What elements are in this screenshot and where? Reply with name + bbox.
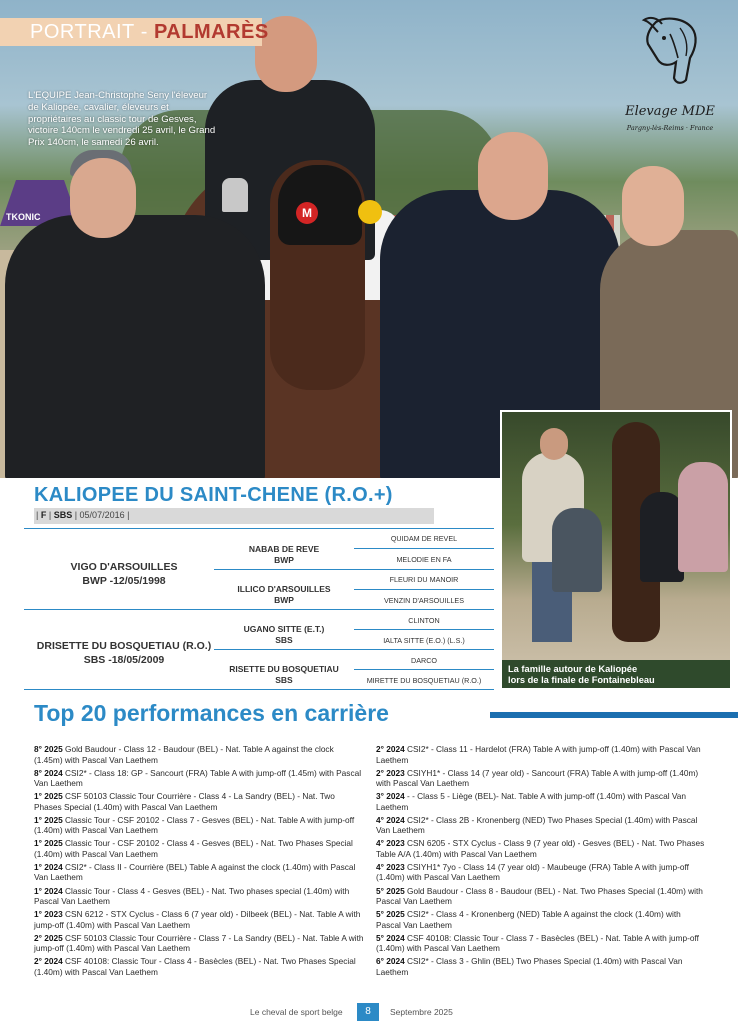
performance-item xyxy=(376,886,706,907)
tent-label: TKONIC xyxy=(6,212,41,222)
man-head xyxy=(540,428,568,460)
performance-rank: 2° 2024 xyxy=(376,744,405,754)
person-left-head xyxy=(70,158,136,238)
performance-rank: 5° 2025 xyxy=(376,885,405,896)
top20-title: Top 20 performances en carrière xyxy=(34,700,389,726)
logo-place: Pargny-lès-Reims · France xyxy=(626,124,714,132)
caption-line: lors de la finale de Fontainebleau xyxy=(508,675,655,685)
grandparent-name: UGANO SITTE (E.T.) xyxy=(243,624,325,634)
section-tag-left: PORTRAIT xyxy=(30,20,135,43)
performance-detail: CSN 6212 - STX Cyclus - Class 6 (7 year old) - Dilbeek (BEL) - Nat. Table A with jump-off (1.40m) with Pascal Van Laethem xyxy=(34,909,361,930)
pedigree-rule xyxy=(24,609,494,610)
pedigree-great-grandparent: VENZIN D'ARSOUILLES xyxy=(383,596,465,605)
performance-rank: 4° 2024 xyxy=(376,814,405,825)
pedigree-rule xyxy=(24,689,494,690)
pedigree-rule xyxy=(354,629,494,630)
rosette-icon xyxy=(358,200,382,224)
performance-detail: Gold Baudour - Class 12 - Baudour (BEL) - Nat. Table A against the clock (1.45m) with Pascal Van Laethem xyxy=(34,744,334,765)
breeder-logo xyxy=(618,14,722,140)
performance-item xyxy=(376,909,706,930)
performance-detail: CSI2* - Class II - Courrière (BEL) Table A against the clock (1.40m) with Pascal Van Laethem xyxy=(34,861,356,883)
hero-caption: L'EQUIPE Jean-Christophe Seny l'éleveur de Kaliopée, cavalier, éleveurs et propriétaires au classic tour de Gesves, victoire 140cm le vendredi 25 avril, le Grand Prix 140cm, le samedi 26 avril. xyxy=(28,90,216,149)
section-tag-separator: - xyxy=(140,20,148,43)
horse-head-icon xyxy=(636,14,706,86)
performance-rank: 1° 2025 xyxy=(34,814,63,825)
top20-rule xyxy=(490,712,738,718)
pedigree-rule xyxy=(354,589,494,590)
performance-item xyxy=(34,909,364,930)
pedigree-rule xyxy=(24,528,494,529)
performance-rank: 1° 2025 xyxy=(34,838,63,849)
issue-date: Septembre 2025 xyxy=(390,1007,453,1017)
pedigree-grandparent xyxy=(214,664,354,685)
top20-list-right xyxy=(376,744,706,980)
performance-item xyxy=(34,744,364,765)
performance-item xyxy=(34,862,364,883)
pedigree-rule xyxy=(354,669,494,670)
performance-rank: 6° 2024 xyxy=(376,956,405,967)
performance-item xyxy=(376,815,706,836)
pedigree-great-grandparent: MELODIE EN FA xyxy=(396,555,452,564)
performance-detail: CSF 50103 Classic Tour Courrière - Class 7 - La Sandry (BEL) - Nat. Table A with jump-off (1.40m) with Pascal Van Laethem xyxy=(34,932,364,954)
performance-detail: CSI2* - Class 18: GP - Sancourt (FRA) Table A with jump-off (1.45m) with Pascal Van Laethem xyxy=(34,767,362,789)
publication-name: Le cheval de sport belge xyxy=(250,1007,343,1017)
performance-detail: CSI2* - Class 3 - Ghlin (BEL) Two Phases Special (1.40m) with Pascal Van Laethem xyxy=(376,956,683,977)
horse-birth: 05/07/2016 xyxy=(79,510,125,520)
bonnet-logo: M xyxy=(296,202,318,224)
performance-rank: 2° 2024 xyxy=(34,956,63,967)
performance-detail: CSIYH1* - Class 14 (7 year old) - Sancourt (FRA) Table A with jump-off (1.40m) with Pascal Van Laethem xyxy=(376,767,699,789)
sire-info: BWP -12/05/1998 xyxy=(82,575,166,587)
performance-detail: - - Class 5 - Liège (BEL)- Nat. Table A with jump-off (1.40m) with Pascal Van Laethem xyxy=(376,791,686,812)
section-tag-right: PALMARÈS xyxy=(153,20,269,43)
performance-detail: CSF 40108: Classic Tour - Class 4 - Basècles (BEL) - Nat. Two Phases Special (1.40m) with Pascal Van Laethem xyxy=(34,956,356,977)
pedigree-great-grandparent: IALTA SITTE (E.O.) (L.S.) xyxy=(383,636,465,645)
performance-detail: CSF 40108: Classic Tour - Class 7 - Basècles (BEL) - Nat. Table A with jump-off (1.40m) with Pascal Van Laethem xyxy=(376,932,699,954)
sire-name: VIGO D'ARSOUILLES xyxy=(70,561,178,573)
performance-rank: 1° 2024 xyxy=(34,861,63,872)
performance-item xyxy=(34,933,364,954)
grandparent-name: NABAB DE REVE xyxy=(248,544,320,554)
child xyxy=(552,508,602,592)
performance-rank: 1° 2025 xyxy=(34,791,63,802)
performance-rank: 1° 2024 xyxy=(34,885,63,896)
grandparent-info: BWP xyxy=(274,594,294,605)
caption-line: La famille autour de Kaliopée xyxy=(508,664,638,674)
dam-info: SBS -18/05/2009 xyxy=(83,654,165,666)
performance-item xyxy=(34,815,364,836)
performance-detail: CSI2* - Class 4 - Kronenberg (NED) Table A against the clock (1.40m) with Pascal Van Laethem xyxy=(376,909,681,930)
trophy-icon xyxy=(222,178,248,212)
pedigree-great-grandparent: CLINTON xyxy=(408,616,440,625)
grandparent-name: ILLICO D'ARSOUILLES xyxy=(237,584,331,594)
person-woman-head xyxy=(622,166,684,246)
performance-rank: 4° 2023 xyxy=(376,838,405,849)
performance-detail: CSI2* - Class 2B - Kronenberg (NED) Two Phases Special (1.40m) with Pascal Van Laethem xyxy=(376,814,698,836)
performance-item xyxy=(34,886,364,907)
family-photo xyxy=(500,410,732,690)
performance-detail: CSI2* - Class 11 - Hardelot (FRA) Table A with jump-off (1.40m) with Pascal Van Laethem xyxy=(376,744,701,765)
section-tag xyxy=(0,18,269,46)
grandparent-info: BWP xyxy=(274,554,294,565)
performance-rank: 5° 2025 xyxy=(376,909,405,920)
pedigree-grandparent xyxy=(214,544,354,565)
performance-rank: 1° 2023 xyxy=(34,909,63,920)
performance-detail: Classic Tour - CSF 20102 - Class 4 - Gesves (BEL) - Nat. Two Phases Special (1.40m) with Pascal Van Laethem xyxy=(34,838,353,859)
performance-item xyxy=(34,768,364,789)
performance-detail: CSIYH1* 7yo - Class 14 (7 year old) - Maubeuge (FRA) Table A with jump-off (1.40m) with Pascal Van Laethem xyxy=(376,861,689,883)
performance-detail: Classic Tour - CSF 20102 - Class 7 - Gesves (BEL) - Nat. Table A with jump-off (1.40m) with Pascal Van Laethem xyxy=(34,814,355,836)
performance-item xyxy=(376,862,706,883)
pedigree-rule xyxy=(214,569,494,570)
pedigree-grandparent xyxy=(214,624,354,645)
pedigree-grandparent xyxy=(214,584,354,605)
grandparent-info: SBS xyxy=(275,634,293,645)
logo-name: Elevage MDE xyxy=(625,104,715,119)
performance-item xyxy=(34,791,364,812)
person-left xyxy=(5,215,265,478)
performance-item xyxy=(376,956,706,977)
performance-rank: 8° 2025 xyxy=(34,744,63,754)
performance-item xyxy=(34,956,364,977)
person-right-head xyxy=(478,132,548,220)
grandparent-name: RISETTE DU BOSQUETIAU xyxy=(229,664,339,674)
performance-item xyxy=(376,933,706,954)
performance-rank: 2° 2023 xyxy=(376,767,405,778)
pedigree-great-grandparent: MIRETTE DU BOSQUETIAU (R.O.) xyxy=(366,676,482,685)
grandparent-info: SBS xyxy=(275,674,293,685)
performance-detail: CSN 6205 - STX Cyclus - Class 9 (7 year old) - Gesves (BEL) - Nat. Two Phases Table A/A (1.40m) with Pascal Van Laethem xyxy=(376,838,705,859)
horse-bonnet xyxy=(278,165,362,245)
performance-item xyxy=(376,768,706,789)
performance-detail: CSF 50103 Classic Tour Courrière - Class 4 - La Sandry (BEL) - Nat. Two Phases Special (1.40m) with Pascal Van Laethem xyxy=(34,791,335,812)
pedigree-table xyxy=(0,528,496,690)
performance-item xyxy=(34,838,364,859)
performance-rank: 8° 2024 xyxy=(34,767,63,778)
top20-list-left xyxy=(34,744,364,980)
pedigree-great-grandparent: FLEURI DU MANOIR xyxy=(389,575,459,584)
pedigree-rule xyxy=(214,649,494,650)
performance-item xyxy=(376,838,706,859)
horse-sex: F xyxy=(40,510,47,520)
performance-rank: 2° 2025 xyxy=(34,932,63,943)
performance-item xyxy=(376,744,706,765)
horse-name: KALIOPEE DU SAINT-CHENE (R.O.+) xyxy=(34,484,393,506)
dam-name: DRISETTE DU BOSQUETIAU (R.O.) xyxy=(36,640,212,652)
horse-studbook: SBS xyxy=(53,510,73,520)
performance-rank: 4° 2023 xyxy=(376,861,405,872)
pedigree-great-grandparent: DARCO xyxy=(411,656,437,665)
performance-item xyxy=(376,791,706,812)
pedigree-rule xyxy=(354,548,494,549)
woman xyxy=(678,462,728,572)
page-number: 8 xyxy=(357,1003,379,1021)
family-photo-caption xyxy=(508,664,730,686)
performance-detail: Classic Tour - Class 4 - Gesves (BEL) - Nat. Two phases special (1.40m) with Pascal Van Laethem xyxy=(34,885,350,907)
performance-rank: 5° 2024 xyxy=(376,932,405,943)
pedigree-dam xyxy=(24,639,224,667)
pedigree-great-grandparent: QUIDAM DE REVEL xyxy=(390,534,458,543)
performance-rank: 3° 2024 xyxy=(376,791,405,802)
pedigree-sire xyxy=(24,560,224,588)
horse-meta: | F | SBS | 05/07/2016 | xyxy=(36,510,130,520)
performance-detail: Gold Baudour - Class 8 - Baudour (BEL) - Nat. Two Phases Special (1.40m) with Pascal Van Laethem xyxy=(376,885,703,907)
